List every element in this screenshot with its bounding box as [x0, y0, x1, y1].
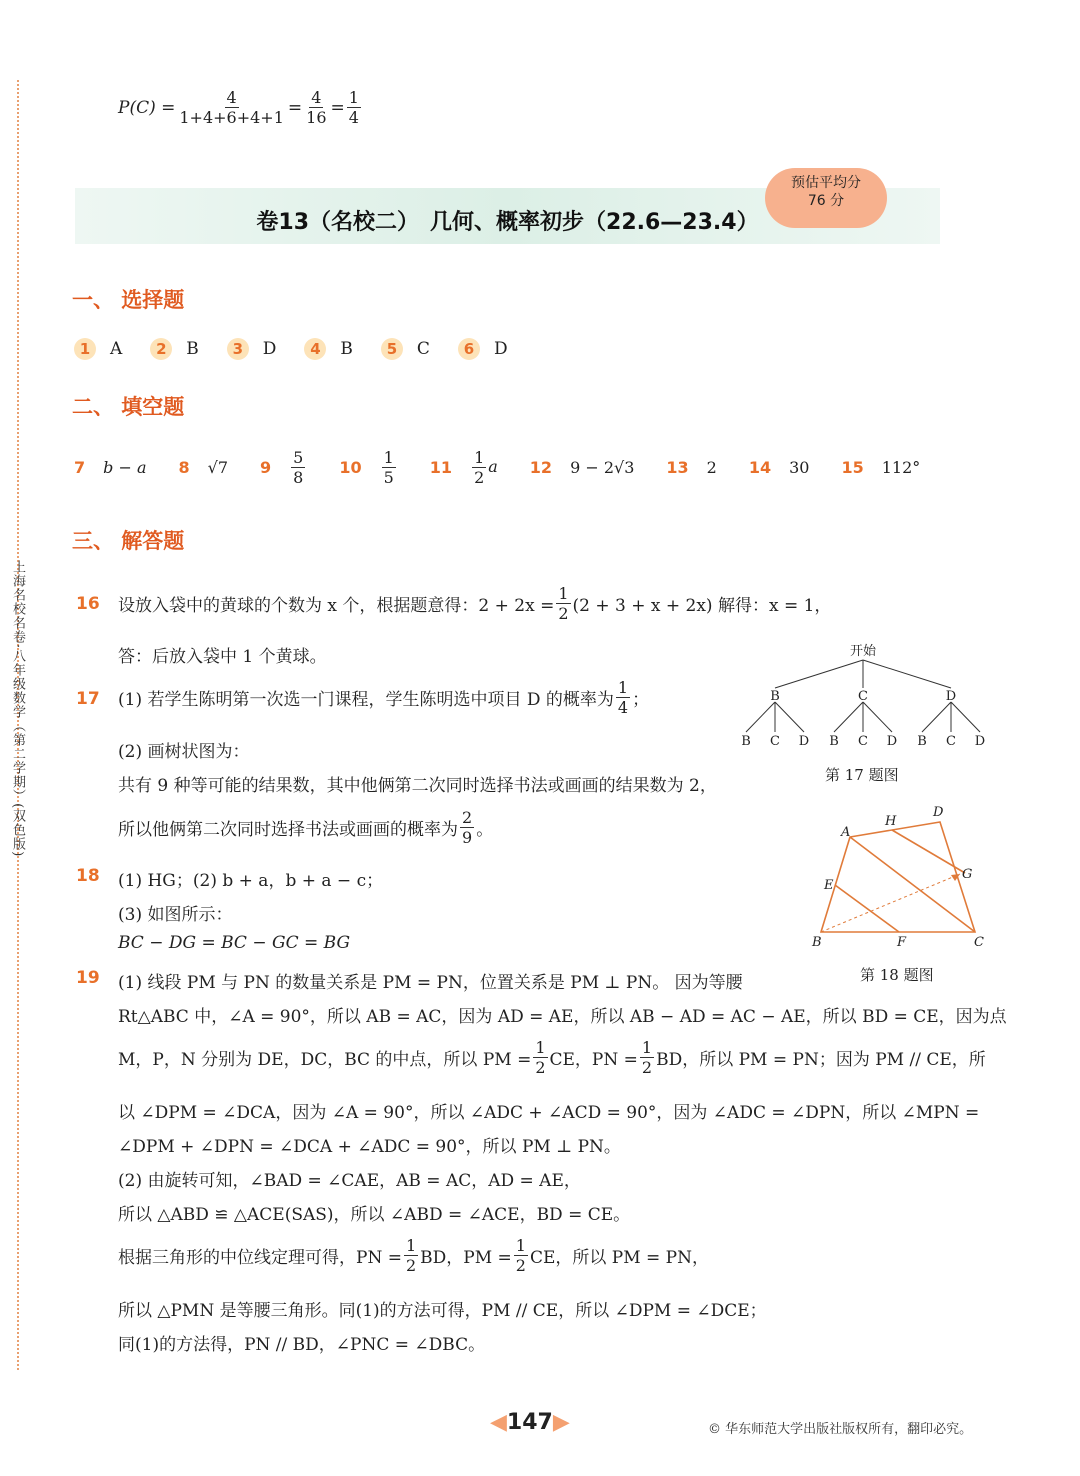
- fraction: [556, 584, 570, 623]
- tree-node: B: [770, 689, 780, 704]
- numerator: 1: [535, 1038, 546, 1057]
- fill-answers: [74, 448, 952, 487]
- fraction: [533, 1038, 547, 1077]
- tree-root: 开始: [849, 644, 877, 659]
- denominator: 5: [383, 468, 394, 487]
- q19-line3: [118, 1038, 986, 1077]
- answer: b − a: [103, 458, 147, 477]
- geometry-figure-18: [800, 800, 1000, 955]
- text: 设放入袋中的黄球的个数为 x 个，根据题意得：2 + 2x =: [118, 596, 555, 616]
- copyright: © 华东师范大学出版社版权所有，翻印必究。: [708, 1422, 973, 1437]
- paper-title: 卷13（名校二） 几何、概率初步（22.6—23.4）: [256, 210, 759, 235]
- numerator: 4: [226, 88, 237, 107]
- question-number: 10: [339, 458, 362, 477]
- tree-leaf: C: [858, 734, 868, 749]
- numerator: 1: [474, 448, 485, 467]
- denominator: 4: [348, 108, 359, 127]
- question-number: 4: [304, 338, 326, 360]
- numerator: 1: [405, 1236, 417, 1255]
- q17-line1: [118, 678, 649, 717]
- fraction: [460, 808, 474, 847]
- answer: √7: [207, 458, 229, 477]
- question-number: 15: [841, 458, 864, 477]
- denominator: 1+4+6+4+1: [179, 108, 284, 127]
- choice-answer: [381, 338, 430, 360]
- choice-answer: [74, 338, 122, 360]
- q16-line1: [118, 584, 831, 623]
- tree-leaf: D: [886, 734, 898, 749]
- point-label: B: [812, 935, 822, 950]
- section-title-choice: 一、 选择题: [72, 288, 185, 312]
- point-label: E: [824, 878, 834, 893]
- denominator: 2: [515, 1256, 526, 1275]
- tree-leaf: D: [798, 734, 810, 749]
- denominator: 2: [405, 1256, 417, 1275]
- text: 所以他俩第二次同时选择书法或画画的概率为: [118, 820, 458, 840]
- question-number: 11: [429, 458, 453, 477]
- q17-line4: [118, 808, 493, 847]
- question-number: 16: [76, 594, 100, 614]
- page-left-arrow-icon: ◀: [490, 1410, 507, 1435]
- denominator: 8: [293, 468, 304, 487]
- answer: 30: [789, 458, 810, 477]
- page-number-text: 147: [506, 1410, 553, 1435]
- question-number: 7: [74, 458, 86, 477]
- choice-answers: [74, 338, 536, 360]
- choice-answer: [458, 338, 508, 360]
- numerator: 1: [348, 88, 359, 107]
- page-right-arrow-icon: ▶: [552, 1410, 570, 1435]
- text: 。: [476, 820, 494, 840]
- answer: 9 − 2√3: [570, 458, 635, 477]
- point-label: F: [897, 935, 907, 950]
- point-label: G: [962, 867, 973, 882]
- fraction: [291, 448, 305, 487]
- fraction: [347, 88, 361, 127]
- fraction: [472, 448, 486, 487]
- q18-line1: (1) HG；(2) b + a，b + a − c；: [118, 871, 384, 891]
- q17-line3: 共有 9 种等可能的结果数，其中他俩第二次同时选择书法或画画的结果数为 2，: [118, 776, 717, 796]
- equals: =: [287, 97, 303, 118]
- fraction: [404, 1236, 418, 1275]
- tree-leaf: C: [946, 734, 956, 749]
- question-number: 1: [74, 338, 96, 360]
- q18-line2: (3) 如图所示：: [118, 905, 233, 925]
- answer: 2: [706, 458, 717, 477]
- q19-line6: (2) 由旋转可知，∠BAD = ∠CAE，AB = AC，AD = AE，: [118, 1171, 581, 1191]
- answer: 112°: [881, 458, 921, 477]
- question-number: 9: [260, 458, 272, 477]
- top-formula: [118, 88, 363, 127]
- q16-line2: 答：后放入袋中 1 个黄球。: [118, 647, 327, 667]
- q17-line2: (2) 画树状图为：: [118, 742, 250, 762]
- fraction: [640, 1038, 654, 1077]
- fraction: [514, 1236, 528, 1275]
- numerator: 5: [293, 448, 304, 467]
- point-label: H: [885, 814, 897, 829]
- choice-answer: [304, 338, 353, 360]
- fraction: [177, 88, 286, 127]
- text: CE，PN =: [549, 1050, 638, 1070]
- question-number: 5: [381, 338, 403, 360]
- equals: =: [330, 97, 345, 118]
- answer: B: [340, 339, 353, 359]
- question-number: 17: [76, 689, 100, 709]
- answer: A: [110, 339, 123, 359]
- tree-leaf: B: [829, 734, 839, 749]
- question-number: 8: [178, 458, 190, 477]
- denominator: 2: [558, 604, 569, 623]
- bubble-line2: 76 分: [807, 193, 845, 209]
- question-number: 12: [529, 458, 553, 477]
- question-number: 14: [748, 458, 772, 477]
- answer: C: [416, 339, 430, 359]
- point-label: C: [974, 935, 984, 950]
- question-number: 19: [76, 968, 100, 988]
- text: ；: [632, 690, 650, 710]
- fraction: [382, 448, 396, 487]
- numerator: 1: [617, 678, 629, 697]
- section-title-fill: 二、 填空题: [72, 395, 185, 419]
- numerator: 1: [383, 448, 394, 467]
- numerator: 1: [641, 1038, 653, 1057]
- question-number: 3: [227, 338, 249, 360]
- numerator: 1: [515, 1236, 526, 1255]
- text: BD，所以 PM = PN；因为 PM // CE，所: [656, 1050, 986, 1070]
- tree-diagram: [730, 640, 1000, 755]
- answer: D: [493, 339, 508, 359]
- tree-node: D: [945, 689, 957, 704]
- answer-suffix: a: [488, 457, 498, 476]
- fraction: [304, 88, 328, 127]
- question-number: 6: [458, 338, 480, 360]
- text: 根据三角形的中位线定理可得，PN =: [118, 1248, 402, 1268]
- numerator: 4: [311, 88, 322, 107]
- formula-lhs: P(C) =: [118, 97, 176, 118]
- denominator: 2: [535, 1058, 546, 1077]
- point-label: A: [841, 825, 851, 840]
- section-title-solution: 三、 解答题: [72, 529, 185, 553]
- point-label: D: [933, 805, 944, 820]
- text: BD，PM =: [420, 1248, 512, 1268]
- spine-text: 上海名校名卷·八年级数学（第二学期）(双色版): [10, 560, 25, 858]
- question-number: 13: [666, 458, 689, 477]
- denominator: 2: [474, 468, 485, 487]
- answer: B: [186, 339, 199, 359]
- q18-line3: BC − DG = BC − GC = BG: [118, 933, 351, 953]
- tree-leaf: C: [770, 734, 780, 749]
- score-bubble: [765, 168, 887, 228]
- q19-line1: (1) 线段 PM 与 PN 的数量关系是 PM = PN，位置关系是 PM ⊥ PN。 因为等腰: [118, 973, 743, 993]
- denominator: 16: [306, 108, 327, 127]
- tree-leaf: B: [741, 734, 751, 749]
- text: (2 + 3 + x + 2x) 解得：x = 1，: [572, 596, 832, 616]
- figure-caption-18: 第 18 题图: [860, 966, 934, 984]
- q19-line4: 以 ∠DPM = ∠DCA，因为 ∠A = 90°，所以 ∠ADC + ∠ACD = 90°，因为 ∠ADC = ∠DPN，所以 ∠MPN =: [118, 1103, 980, 1123]
- q19-line10: 同(1)的方法得，PN // BD，∠PNC = ∠DBC。: [118, 1335, 486, 1355]
- text: M，P，N 分别为 DE，DC，BC 的中点，所以 PM =: [118, 1050, 532, 1070]
- denominator: 2: [641, 1058, 653, 1077]
- fraction: [616, 678, 630, 717]
- denominator: 9: [462, 828, 473, 847]
- text: (1) 若学生陈明第一次选一门课程，学生陈明选中项目 D 的概率为: [118, 690, 614, 710]
- tree-node: C: [858, 689, 868, 704]
- answer: D: [262, 339, 277, 359]
- question-number: 2: [150, 338, 172, 360]
- numerator: 2: [462, 808, 473, 827]
- q19-line7: 所以 △ABD ≌ △ACE(SAS)，所以 ∠ABD = ∠ACE，BD = CE。: [118, 1205, 631, 1225]
- choice-answer: [227, 338, 277, 360]
- choice-answer: [150, 338, 199, 360]
- q19-line9: 所以 △PMN 是等腰三角形。同(1)的方法可得，PM // CE，所以 ∠DPM = ∠DCE；: [118, 1301, 767, 1321]
- q19-line5: ∠DPM + ∠DPN = ∠DCA + ∠ADC = 90°，所以 PM ⊥ PN。: [118, 1137, 621, 1157]
- page-number: [490, 1410, 570, 1435]
- q19-line8: [118, 1236, 709, 1275]
- q19-line2: Rt△ABC 中，∠A = 90°，所以 AB = AC，因为 AD = AE，所以 AB − AD = AC − AE，所以 BD = CE，因为点: [118, 1007, 1007, 1027]
- figure-caption-17: 第 17 题图: [825, 766, 899, 784]
- text: CE，所以 PM = PN，: [529, 1248, 709, 1268]
- bubble-line1: 预估平均分: [791, 175, 861, 191]
- tree-leaf: B: [917, 734, 927, 749]
- tree-leaf: D: [974, 734, 986, 749]
- numerator: 1: [558, 584, 569, 603]
- question-number: 18: [76, 866, 100, 886]
- denominator: 4: [617, 698, 629, 717]
